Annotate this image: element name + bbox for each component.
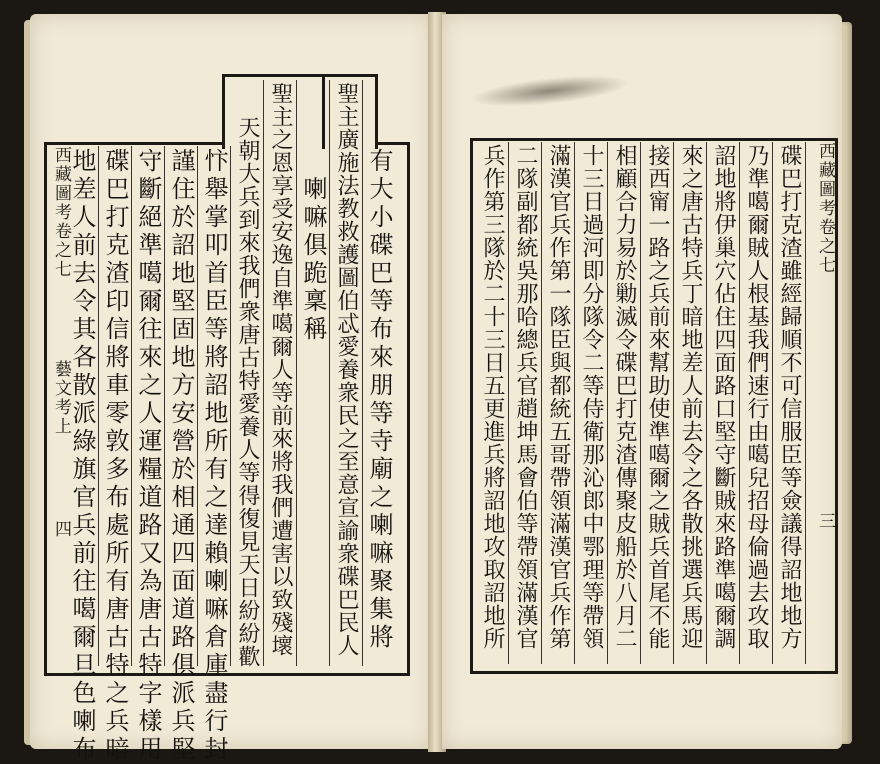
left-column-8: 守斷絕準噶爾往來之人運糧道路又為唐古特字樣用 [134, 148, 162, 764]
left-column-9: 碟巴打克渣印信將車零敦多布處所有唐古特之兵暗 [101, 148, 129, 764]
right-column-7: 十三日過河即分隊令二等侍衛那沁郎中鄂理等帶領 [579, 144, 604, 650]
right-column-8: 滿漢官兵作第一隊臣與都統五哥帶領滿漢官兵作第 [546, 144, 571, 650]
right-column-10: 兵作第三隊於二十三日五更進兵將詔地攻取詔地所 [480, 144, 505, 650]
left-column-3: 喇嘛俱跪稟稱 [299, 176, 327, 344]
right-column-9: 二隊副都統吳那哈總兵官趙坤馬會伯等帶領滿漢官 [513, 144, 538, 650]
left-column-6: 忭舉掌叩首臣等將詔地所有之達賴喇嘛倉庫盡行封 [200, 148, 228, 764]
left-margin-title: 西藏圖考卷之七 [51, 146, 71, 279]
right-margin-page-number: 三 [815, 512, 835, 531]
right-margin-title: 西藏圖考卷之七 [815, 142, 835, 275]
left-margin-section: 藝文考上 [51, 360, 71, 436]
right-column-4: 來之唐古特兵丁暗地差人前去令之各散挑選兵馬迎 [678, 144, 703, 650]
right-column-1: 碟巴打克渣雖經歸順不可信服臣等僉議得詔地地方 [777, 144, 802, 650]
right-column-5: 接西甯一路之兵前來幫助使準噶爾之賊兵首尾不能 [645, 144, 670, 650]
left-column-1: 有大小碟巴等布來朋等寺廟之喇嘛聚集將 [365, 148, 393, 652]
left-margin-page-number: 四 [51, 520, 71, 539]
right-column-2: 乃準噶爾賊人根基我們速行由噶兒招母倫過去攻取 [744, 144, 769, 650]
left-column-5: 天朝大兵到來我們衆唐古特愛養人等得復見天日紛紛歡 [235, 116, 260, 668]
left-column-10: 地差人前去令其各散派綠旗官兵前往噶爾旦色喇布 [68, 148, 96, 764]
left-column-4: 聖主之恩享受安逸自準噶爾人等前來將我們遭害以致殘壞 [268, 82, 293, 657]
right-column-3: 詔地將伊巢穴佔住四面路口堅守斷賊來路準噶爾調 [711, 144, 736, 650]
left-column-7: 謹住於詔地堅固地方安營於相通四面道路俱派兵堅 [167, 148, 195, 764]
left-column-2: 聖主廣施法教救護圖伯忒愛養衆民之至意宣諭衆碟巴民人 [334, 82, 359, 657]
right-column-6: 相顧合力易於勦滅令碟巴打克渣傳聚皮船於八月二 [612, 144, 637, 650]
